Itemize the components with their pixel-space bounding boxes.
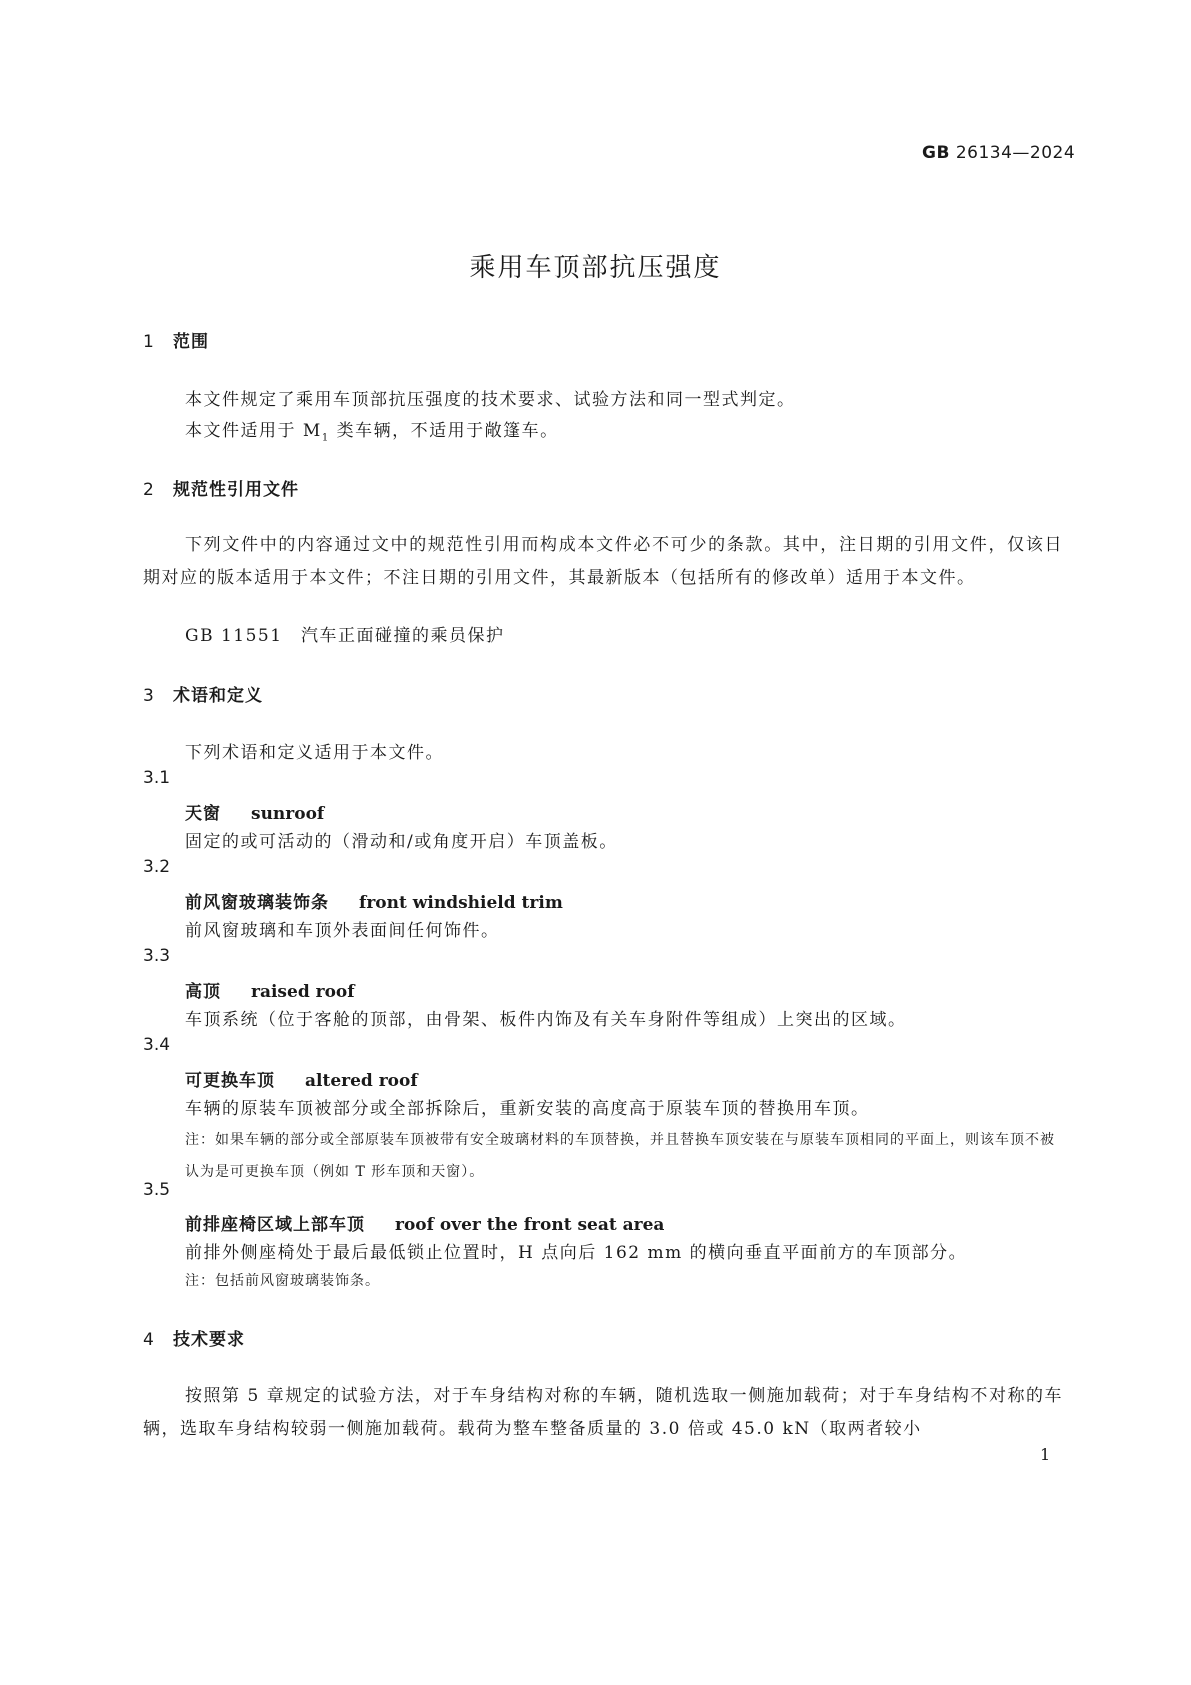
page-title: 乘用车顶部抗压强度 xyxy=(469,253,722,283)
term-heading: 天窗 sunroof xyxy=(185,804,325,824)
term-note: 注：如果车辆的部分或全部原装车顶被带有安全玻璃材料的车顶替换，并且替换车顶安装在与原装车顶相同的平面上，则该车顶不被认为是可更换车顶（例如 T 形车顶和天窗）。 xyxy=(185,1132,1055,1180)
section-heading-terms: 3 术语和定义 xyxy=(143,686,263,706)
term-note: 注：包括前风窗玻璃装饰条。 xyxy=(185,1273,380,1289)
standard-code: GB 26134—2024 xyxy=(922,143,1076,163)
term-number: 3.3 xyxy=(143,946,171,966)
term-definition: 车顶系统（位于客舱的顶部，由骨架、板件内饰及有关车身附件等组成）上突出的区域。 xyxy=(185,1010,907,1030)
term-definition: 固定的或可活动的（滑动和/或角度开启）车顶盖板。 xyxy=(185,832,618,852)
term-definition: 车辆的原装车顶被部分或全部拆除后，重新安装的高度高于原装车顶的替换用车顶。 xyxy=(185,1099,870,1119)
term-heading: 可更换车顶 altered roof xyxy=(185,1071,418,1091)
term-number: 3.1 xyxy=(143,768,171,788)
term-number: 3.4 xyxy=(143,1035,171,1055)
reference-item: GB 11551 汽车正面碰撞的乘员保护 xyxy=(185,626,505,646)
term-definition: 前风窗玻璃和车顶外表面间任何饰件。 xyxy=(185,921,500,941)
term-number: 3.5 xyxy=(143,1180,171,1200)
term-definition: 前排外侧座椅处于最后最低锁止位置时，H 点向后 162 mm 的横向垂直平面前方的车顶部分。 xyxy=(185,1243,968,1263)
page-number: 1 xyxy=(1040,1445,1051,1464)
term-heading: 前风窗玻璃装饰条 front windshield trim xyxy=(185,893,563,913)
scope-paragraph-2: 本文件适用于 $M_1$ 类车辆，不适用于敞篷车。 xyxy=(185,421,559,444)
term-heading: 高顶 raised roof xyxy=(185,982,355,1002)
section-heading-scope: 1 范围 xyxy=(143,332,209,352)
section-heading-normative-references: 2 规范性引用文件 xyxy=(143,480,299,500)
scope-paragraph-1: 本文件规定了乘用车顶部抗压强度的技术要求、试验方法和同一型式判定。 xyxy=(185,390,796,410)
term-number: 3.2 xyxy=(143,857,171,877)
references-paragraph: 下列文件中的内容通过文中的规范性引用而构成本文件必不可少的条款。其中，注日期的引用文件，仅该日期对应的版本适用于本文件；不注日期的引用文件，其最新版本（包括所有的修改单）适用于本文件。 xyxy=(143,535,1063,588)
section-heading-requirements: 4 技术要求 xyxy=(143,1330,245,1350)
terms-intro: 下列术语和定义适用于本文件。 xyxy=(185,743,444,763)
term-heading: 前排座椅区域上部车顶 roof over the front seat area xyxy=(185,1215,665,1235)
requirements-paragraph: 按照第 5 章规定的试验方法，对于车身结构对称的车辆，随机选取一侧施加载荷；对于车身结构不对称的车辆，选取车身结构较弱一侧施加载荷。载荷为整车整备质量的 3.0 倍或 45.0 kN（取两者较小 xyxy=(143,1386,1063,1439)
